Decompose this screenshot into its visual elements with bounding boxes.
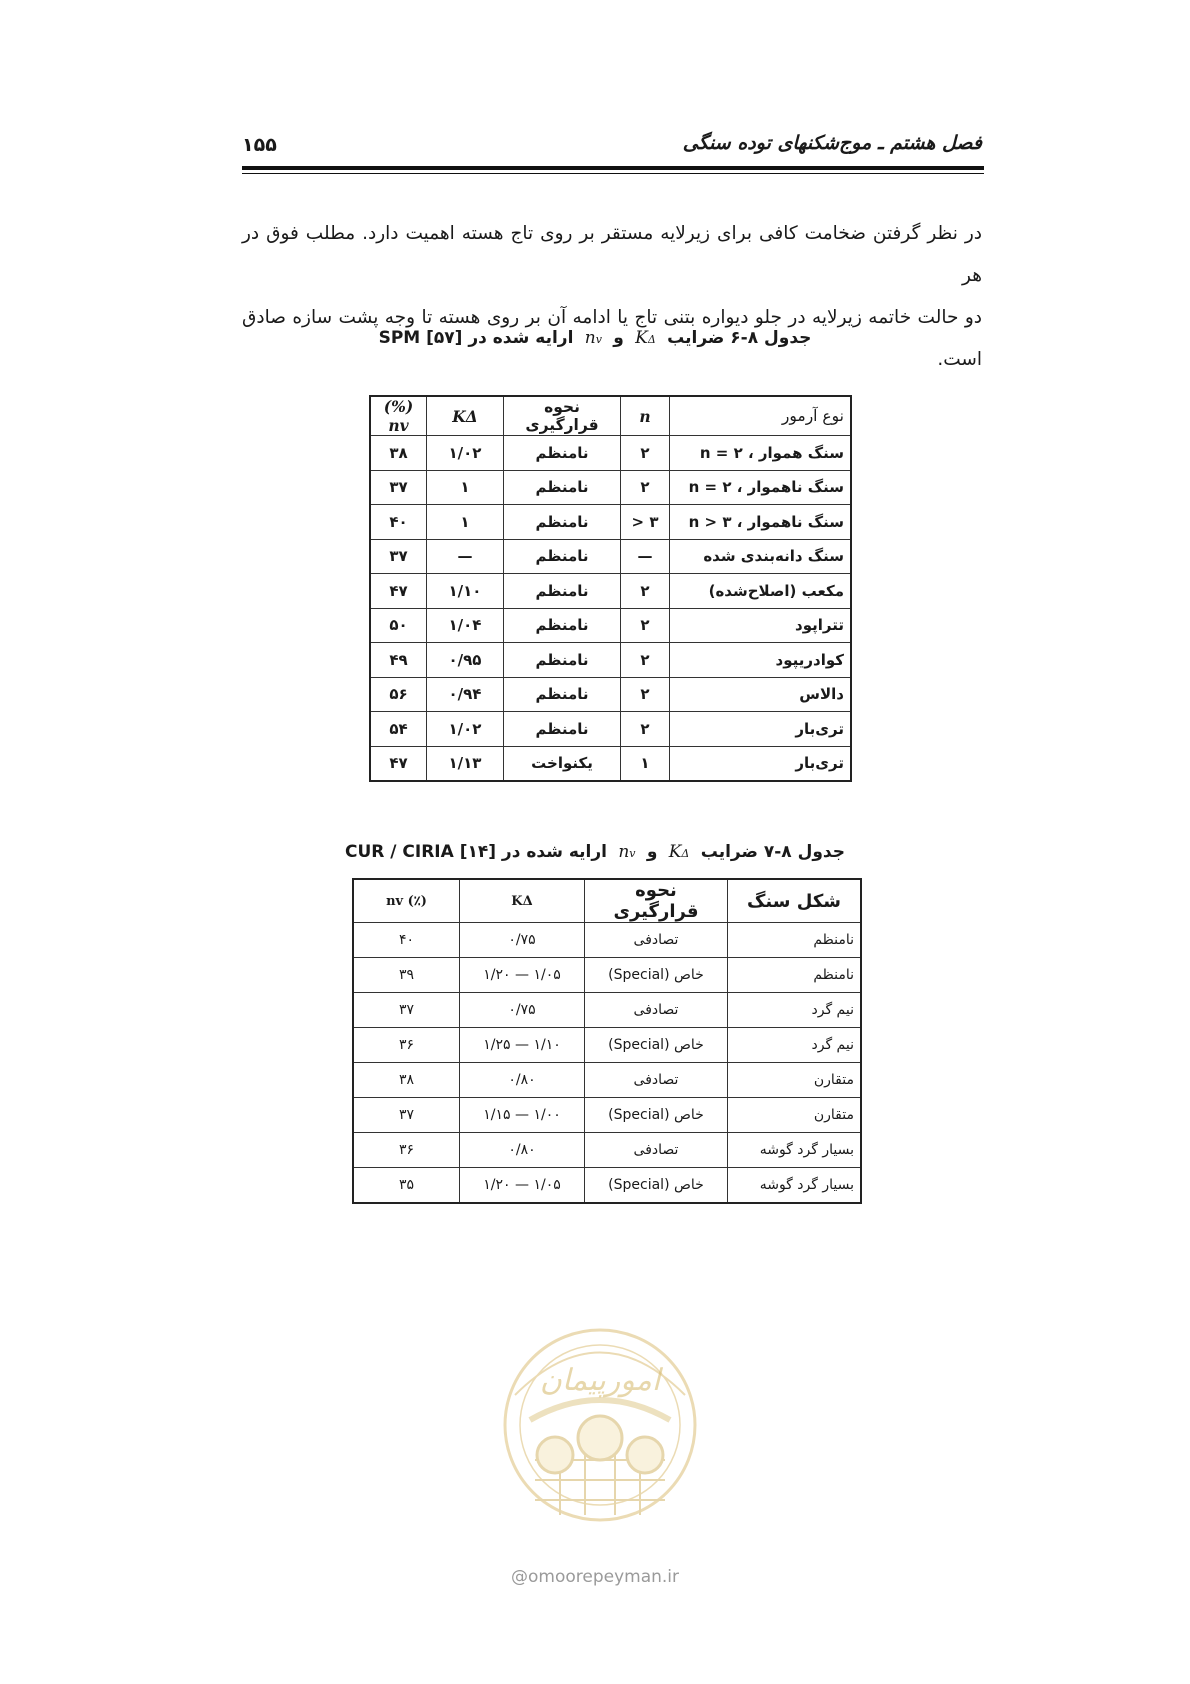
table-cell: تصادفی xyxy=(585,923,728,958)
header-armor-type: نوع آرمور xyxy=(670,396,852,436)
table-cell: نامنظم xyxy=(504,539,621,574)
table-cell: ۳۹ xyxy=(353,958,460,993)
table-cell: ۲ xyxy=(621,677,670,712)
table-row xyxy=(353,993,861,1028)
table-row xyxy=(353,1133,861,1168)
caption-k-symbol: KΔ xyxy=(668,842,695,862)
table-cell: ۱/۰۵ — ۱/۲۰ xyxy=(460,1168,585,1204)
caption-n-symbol: nv xyxy=(618,842,641,862)
caption-k-symbol: KΔ xyxy=(635,328,662,348)
header-rule-thin xyxy=(242,173,984,174)
table-cell: نامنظم xyxy=(728,958,862,993)
table-cell: نامنظم xyxy=(504,643,621,678)
table-cell: ۳۵ xyxy=(353,1168,460,1204)
table-cell: خاص (Special) xyxy=(585,1028,728,1063)
header-n: n xyxy=(621,396,670,436)
running-title: فصل هشتم ـ موج‌شکنهای توده سنگی xyxy=(682,132,982,154)
header-porosity: (%) nv xyxy=(370,396,427,436)
watermark-logo-text: امورپیمان xyxy=(539,1363,661,1398)
table-cell: تصادفی xyxy=(585,1133,728,1168)
table-cell: ۱/۰۵ — ۱/۲۰ xyxy=(460,958,585,993)
table-cell: ۳۷ xyxy=(353,993,460,1028)
table-cell: نیم گرد xyxy=(728,993,862,1028)
header-porosity: (٪) nv xyxy=(353,879,460,923)
header-stone-shape: شکل سنگ xyxy=(728,879,862,923)
page-number: ۱۵۵ xyxy=(242,134,277,156)
table-cell: سنگ دانه‌بندی شده xyxy=(670,539,852,574)
table-cell: ۱/۱۰ xyxy=(427,574,504,609)
table-row xyxy=(370,712,851,747)
table-cell: ۱ xyxy=(621,746,670,781)
header-placement: نحوه قرارگیری xyxy=(585,879,728,923)
table-cell: ۱ xyxy=(427,470,504,505)
table-row xyxy=(370,436,851,471)
table-cell: ۱/۰۲ xyxy=(427,712,504,747)
header-k-delta: KΔ xyxy=(427,396,504,436)
table-cell: ۱/۰۲ xyxy=(427,436,504,471)
table-cell: ۴۹ xyxy=(370,643,427,678)
table-cell: سنگ هموار ، n = ۲ xyxy=(670,436,852,471)
table-cell: ۳۶ xyxy=(353,1028,460,1063)
table-cell: نامنظم xyxy=(504,677,621,712)
body-paragraph xyxy=(242,213,982,381)
table-cell: تتراپود xyxy=(670,608,852,643)
table2-caption: جدول ۸-۷ ضرایب KΔ و nv ارایه شده در CUR / CIRIA [۱۴] xyxy=(345,842,845,862)
table-cell: ۳۷ xyxy=(370,470,427,505)
table-cell: بسیار گرد گوشه xyxy=(728,1133,862,1168)
table-cell: نامنظم xyxy=(504,608,621,643)
table-row xyxy=(353,1063,861,1098)
armor-coefficients-table-spm xyxy=(369,395,852,782)
stone-coefficients-table-cur-ciria xyxy=(352,878,862,1204)
table-cell: ۴۰ xyxy=(370,505,427,540)
body-line-1: در نظر گرفتن ضخامت کافی برای زیرلایه مستقر بر روی تاج هسته اهمیت دارد. مطلب فوق در هر xyxy=(242,223,982,286)
table-cell: ۵۶ xyxy=(370,677,427,712)
table-cell: نامنظم xyxy=(504,574,621,609)
table-cell: ۰/۸۰ xyxy=(460,1063,585,1098)
table-cell: — xyxy=(621,539,670,574)
table-cell: ۱/۱۰ — ۱/۲۵ xyxy=(460,1028,585,1063)
table-cell: نامنظم xyxy=(504,470,621,505)
table-row xyxy=(353,1028,861,1063)
table-cell: — xyxy=(427,539,504,574)
table-cell: ۰/۷۵ xyxy=(460,993,585,1028)
table-row xyxy=(370,539,851,574)
table-row xyxy=(353,1168,861,1204)
table-cell: یکنواخت xyxy=(504,746,621,781)
table-cell: تصادفی xyxy=(585,1063,728,1098)
table-cell: نامنظم xyxy=(728,923,862,958)
table-header-row xyxy=(353,879,861,923)
table-cell: ۳۸ xyxy=(353,1063,460,1098)
table-cell: تری‌بار xyxy=(670,712,852,747)
table-cell: ۲ xyxy=(621,643,670,678)
header-k-delta: KΔ xyxy=(460,879,585,923)
header-placement: نحوه قرارگیری xyxy=(504,396,621,436)
table-cell: ۴۷ xyxy=(370,746,427,781)
header-rule-thick xyxy=(242,166,984,170)
table-cell: متقارن xyxy=(728,1063,862,1098)
body-line-2: دو حالت خاتمه زیرلایه در جلو دیواره بتنی تاج یا ادامه آن بر روی هسته تا وجه پشت سازه صادق است. xyxy=(242,307,982,370)
table-row xyxy=(370,608,851,643)
table-cell: نیم گرد xyxy=(728,1028,862,1063)
table-row xyxy=(370,470,851,505)
table-cell: خاص (Special) xyxy=(585,1168,728,1204)
table-cell: بسیار گرد گوشه xyxy=(728,1168,862,1204)
table-cell: خاص (Special) xyxy=(585,958,728,993)
table-cell: ۴۷ xyxy=(370,574,427,609)
table-row xyxy=(353,1098,861,1133)
table-cell: ۱/۱۳ xyxy=(427,746,504,781)
table-cell: ۱/۰۰ — ۱/۱۵ xyxy=(460,1098,585,1133)
table-row xyxy=(370,505,851,540)
table-cell: ۲ xyxy=(621,470,670,505)
table1-caption: جدول ۸-۶ ضرایب KΔ و nv ارایه شده در SPM [۵۷] xyxy=(378,328,812,348)
watermark-site: @omoorepeyman.ir xyxy=(510,1567,680,1587)
table-cell: نامنظم xyxy=(504,505,621,540)
table-cell: ۳۶ xyxy=(353,1133,460,1168)
table-row xyxy=(370,643,851,678)
table-cell: ۰/۹۴ xyxy=(427,677,504,712)
table-cell: ۲ xyxy=(621,608,670,643)
table-cell: خاص (Special) xyxy=(585,1098,728,1133)
table-cell: ۱ xyxy=(427,505,504,540)
table-cell: کوادریپود xyxy=(670,643,852,678)
table-cell: ۵۴ xyxy=(370,712,427,747)
table-row xyxy=(353,923,861,958)
table-cell: نامنظم xyxy=(504,712,621,747)
table-cell: ۰/۹۵ xyxy=(427,643,504,678)
table-row xyxy=(370,677,851,712)
table-cell: مکعب (اصلاح‌شده) xyxy=(670,574,852,609)
table-cell: ۰/۷۵ xyxy=(460,923,585,958)
table-cell: سنگ ناهموار ، n = ۲ xyxy=(670,470,852,505)
table-cell: ۰/۸۰ xyxy=(460,1133,585,1168)
table-cell: تری‌بار xyxy=(670,746,852,781)
table-cell: ۱/۰۴ xyxy=(427,608,504,643)
table-cell: تصادفی xyxy=(585,993,728,1028)
running-header xyxy=(242,126,982,166)
table-row xyxy=(370,574,851,609)
table-cell: ۳ < xyxy=(621,505,670,540)
table-cell: ۲ xyxy=(621,712,670,747)
caption-n-symbol: nv xyxy=(584,328,608,348)
table-cell: نامنظم xyxy=(504,436,621,471)
table-cell: دالاس xyxy=(670,677,852,712)
table-cell: ۳۷ xyxy=(370,539,427,574)
table-row xyxy=(370,746,851,781)
table-cell: ۳۸ xyxy=(370,436,427,471)
watermark-logo xyxy=(490,1320,710,1550)
table-row xyxy=(353,958,861,993)
table-cell: ۴۰ xyxy=(353,923,460,958)
table-cell: سنگ ناهموار ، n > ۳ xyxy=(670,505,852,540)
table-cell: متقارن xyxy=(728,1098,862,1133)
table-cell: ۳۷ xyxy=(353,1098,460,1133)
table-header-row xyxy=(370,396,851,436)
table-cell: ۲ xyxy=(621,574,670,609)
table-cell: ۵۰ xyxy=(370,608,427,643)
table-cell: ۲ xyxy=(621,436,670,471)
